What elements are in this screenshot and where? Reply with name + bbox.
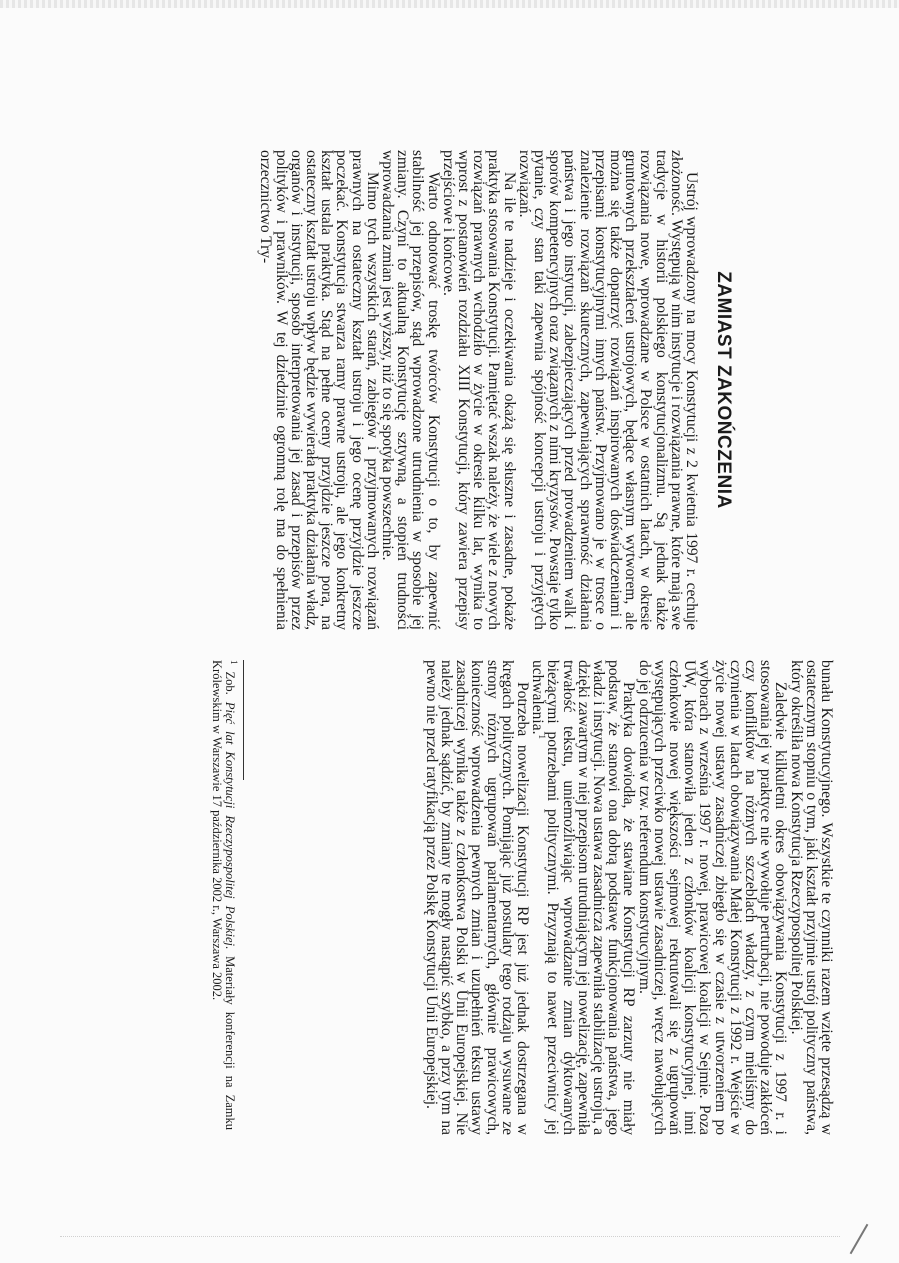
paragraph-continued: bunału Konstytucyjnego. Wszystkie te czynniki razem wzięte przesądzą w ostatecznym stopniu o tym, jaki kształt przyjmie ustrój polityczny państwa, który określiła nowa Konstytucja Rzeczypospolitej Polskiej. <box>787 660 835 1135</box>
paragraph: Zaledwie kilkuletni okres obowiązywania Konstytucji z 1997 r. i stosowania jej w praktyce nie wywołuje perturbacji, nie powoduje zakłóceń czy konfliktów na różnych szczeblach władzy, z czym mieliśmy do czynienia w latach obowiązywania Małej Konstytucji z 1992 r. Wejście w życie nowej ustawy zasadniczej zbiegło się w czasie z utworzeniem po wyborach z września 1997 r. nowej, prawicowej koalicji w Sejmie. Poza UW, która stanowiła jeden z członków koalicji konstytucyjnej, inni członkowie nowej większości sejmowej rekrutowali się z ugrupowań występujących przeciwko nowej ustawie zasadniczej, wręcz nawołujących do jej odrzucenia w tzw. referendum konstytucyjnym. <box>635 660 790 1135</box>
paragraph: Potrzeba nowelizacji Konstytucji RP jest już jednak dostrzegana w kręgach politycznych. Pomijając już postulaty tego rodzaju wysuwane ze strony różnych ugrupowań parlamentarnych, głównie prawicowych, konieczność wprowadzenia pewnych zmian i uzupełnień tekstu ustawy zasadniczej wynika także z członkostwa Polski w Unii Europejskiej. Nie należy jednak sądzić, by zmiany te mogły nastąpić szybko, a przy tym na pewno nie przed ratyfikacją przez Polskę Konstytucji Unii Europejskiej. <box>422 660 531 1135</box>
paragraph: Warto odnotować troskę twórców Konstytucji o to, by zapewnić stabilność jej przepisów, stąd wprowadzone utrudnienia w sposobie jej zmiany. Czyni to aktualną Konstytucję sztywną, a stopień trudności wprowadzania zmian jest wyższy, niż to się spotyka powszechnie. <box>378 150 442 630</box>
paragraph: Na ile te nadzieje i oczekiwania okażą się słuszne i zasadne, pokaże praktyka stosowania Konstytucji. Pamiętać wszak należy, że wiele z nowych rozwiązań prawnych wchodziło w życie w okresie kilku lat, wynika to wprost z postanowień rozdziału XIII Konstytucji, który zawiera przepisy przejściowe i końcowe. <box>439 150 518 630</box>
footnote-reference: 1 <box>537 734 548 739</box>
footnote <box>210 660 240 1130</box>
footnote-rest: . Materiały konferencji na Zamku Królewskim w Warszawie 17 października 2002 r., Warszawa 2002. <box>210 660 237 1130</box>
footnote-marker: 1 <box>229 660 240 665</box>
paragraph <box>530 660 636 1135</box>
footnote-prefix: Zob. <box>223 671 237 695</box>
footnote-title: Pięć lat Konstytucji Rzeczypospolitej Polskiej <box>223 701 237 946</box>
left-text-column <box>258 150 699 630</box>
paragraph-text: Praktyka dowiodła, że stawiane Konstytucji RP zarzuty nie miały podstaw, że stanowi ona dobrą podstawę funkcjonowania państwa, jego władz i instytucji. Nowa ustawa zasadnicza zapewniła stabilizację ustroju, a dzięki zawartym w niej przepisom utrudniającym jej nowelizację, zapewniła trwałość tekstu, uniemożliwiając wprowadzanie zmian dyktowanych bieżącymi potrzebami politycznymi. Przyznają to nawet przeciwnicy jej uchwalenia. <box>529 660 638 1135</box>
chapter-heading: ZAMIAST ZAKOŃCZENIA <box>713 271 734 509</box>
scan-edge-bottom <box>60 1236 840 1239</box>
paragraph: Mimo tych wszystkich starań, zabiegów i przyjmowanych rozwiązań prawnych na ostateczny kształt ustroju i jego ocenę przyjdzie jeszcze poczekać. Konstytucja stwarza ramy prawne ustroju, ale jego konkretny kształt ustala praktyka. Stąd na pełne oceny przyjdzie jeszcze pora, na ostateczny kształt ustroju wpływ będzie wywierała praktyka działania władz, organów i instytucji, sposób interpretowania jej zasad i przepisów przez polityków i prawników. W tej dziedzinie ogromną rolę ma do spełnienia orzecznictwo Try- <box>257 150 381 630</box>
right-text-column <box>424 660 834 1135</box>
footnote-divider <box>243 660 244 780</box>
paragraph: Ustrój wprowadzony na mocy Konstytucji z 2 kwietnia 1997 r. cechuje złożoność. Występują w nim instytucje i rozwiązania prawne, które mają swe tradycje w historii polskiego konstytucjonalizmu. Są jednak także rozwiązania nowe, wprowadzane w Polsce w ostatnich latach, w okresie gruntownych przekształceń ustrojowych, będące własnym wytworem, ale można się także dopatrzyć rozwiązań inspirowanych doświadczeniami i przepisami konstytucyjnymi innych państw. Przyjmowano je w trosce o znalezienie rozwiązań skutecznych, zapewniających sprawność działania państwa i jego instytucji, zabezpieczających przed prowadzeniem walk i sporów kompetencyjnych oraz związanych z nimi kryzysów. Powstaje tylko pytanie, czy stan taki zapewnia spójność koncepcji ustroju i przyjętych rozwiązań. <box>515 150 700 630</box>
